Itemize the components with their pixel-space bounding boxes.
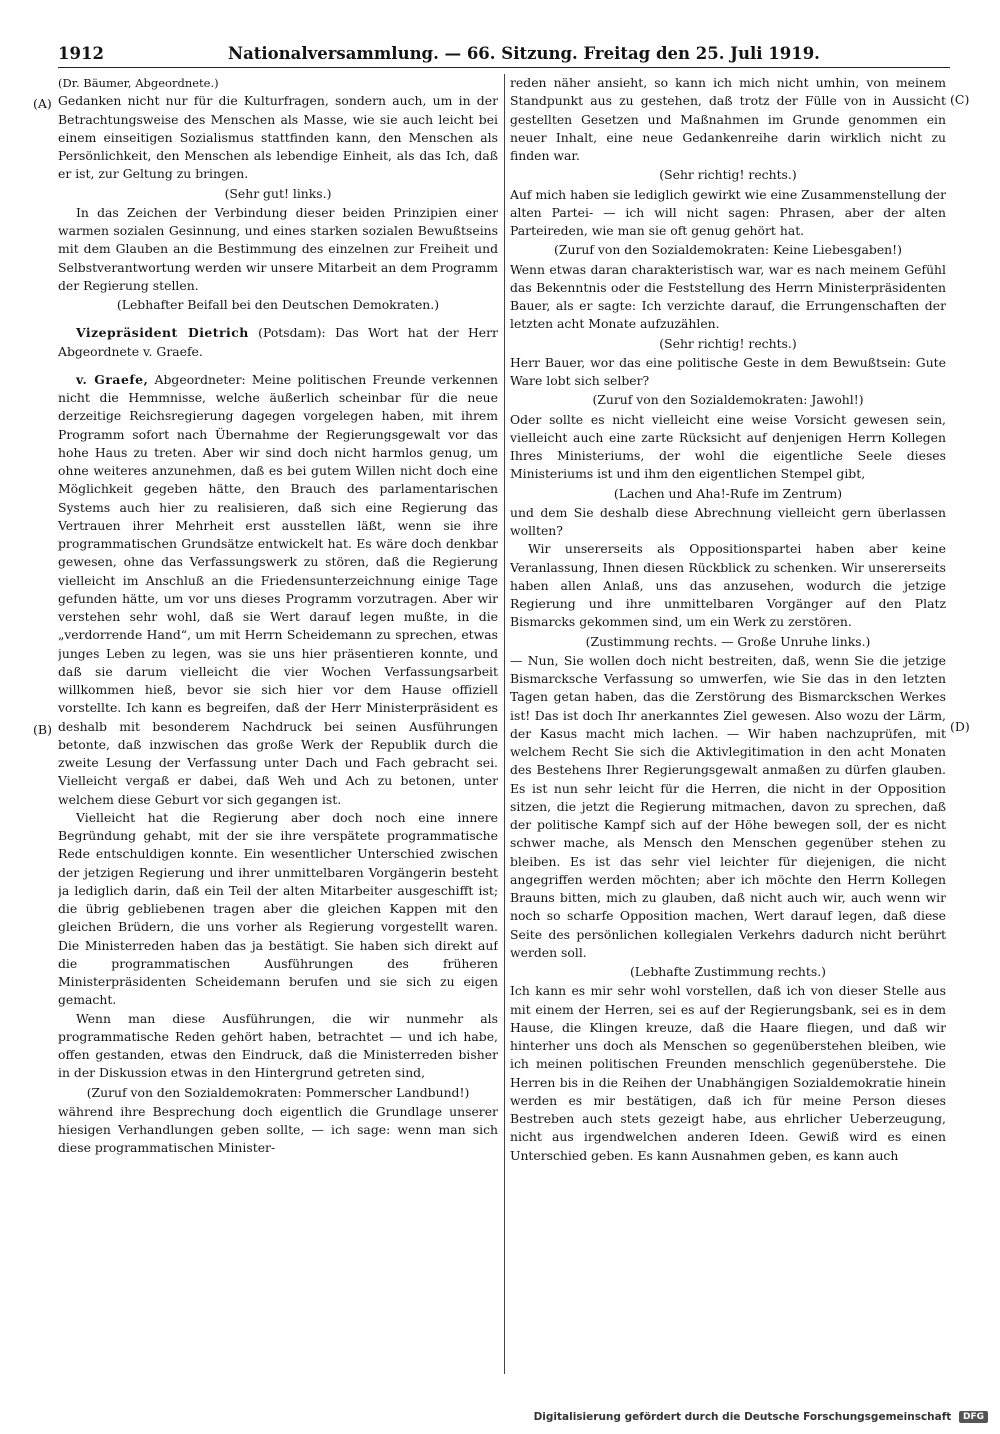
- interjection: (Zuruf von den Sozialdemokraten: Jawohl!): [592, 392, 864, 408]
- interjection: (Sehr gut! links.): [224, 185, 332, 201]
- margin-mark-a: (A): [33, 96, 52, 111]
- dfg-logo: DFG: [959, 1411, 988, 1423]
- running-speaker-head: (Dr. Bäumer, Abgeordnete.): [58, 76, 219, 90]
- paragraph: reden näher ansieht, so kann ich mich nicht umhin, von meinem Standpunkt aus zu gestehen, daß trotz der Fülle von in Aussicht gestellten Gesetzen und Maßnahmen im Grunde genommen ein neuer Inhalt, eine neue Gedankenreihe darin wirklich nicht zu finden war.: [510, 75, 946, 163]
- footer-text: Digitalisierung gefördert durch die Deutsche Forschungsgemeinschaft: [533, 1411, 952, 1423]
- speaker-name: v. Graefe,: [76, 371, 149, 387]
- paragraph: Oder sollte es nicht vielleicht eine weise Vorsicht gewesen sein, vielleicht auch eine zarte Rücksicht auf denjenigen Herrn Kollegen Ihres Ministeriums, der wohl die eigentliche Seele dieses Ministeriums ist und ihm den eigentlichen Stempel gibt,: [510, 411, 946, 482]
- speaker-text: Abgeordneter: Meine politischen Freunde verkennen nicht die Hemmnisse, welche äußerlich scheinbar für die neue derzeitige Reichsregierung dagegen vorgelegen haben, mit ihrem Programm sofort nach Übernahme der Regierungsgewalt vor das hohe Haus zu treten. Aber wir sind doch nicht harmlos genug, um ohne weiteres anzunehmen, daß es bei gutem Willen nicht doch eine Möglichkeit gegeben hätte, den Brauch des parlamentarischen Systems auch hier zu realisieren, daß sich eine Regierung das Vertrauen ihrer Mehrheit erst ausstellen läßt, wenn sie ihre programmatischen Grundsätze entwickelt hat. Es wäre doch denkbar gewesen, ohne das Verfassungswerk zu stören, daß die Regierung vielleicht im Anschluß an die Friedensunterzeichnung einige Tage gefunden hätte, um vor uns dieses Programm vorzutragen. Aber wir verstehen sehr wohl, daß sie Wert darauf legen mußte, in die „verdorrende Hand“, um mit Herrn Scheidemann zu sprechen, etwas junges Leben zu legen, was sie uns hier präsentieren konnte, und daß sie darum vielleicht die vier Wochen Verfassungsarbeit willkommen hieß, bevor sie sich hier vor dem Hause offiziell vorstellte. Ich kann es begreifen, daß der Herr Ministerpräsident es deshalb mit besonderem Nachdruck bei seinen Ausführungen betonte, daß inzwischen das große Werk der Republik durch die zweite Lesung der Verfassung unter Dach und Fach gebracht sei. Vielleicht vergaß er dabei, daß Weh und Ach zu betonen, unter welchem diese Geburt vor sich gegangen ist.: [58, 371, 498, 807]
- speaker-name: Vizepräsident Dietrich: [76, 325, 249, 341]
- right-column: [510, 74, 946, 1379]
- margin-mark-b: (B): [33, 722, 52, 737]
- left-column: [58, 74, 498, 1379]
- header-title: Nationalversammlung. — 66. Sitzung. Freitag den 25. Juli 1919.: [228, 44, 820, 63]
- paragraph: Vielleicht hat die Regierung aber doch noch eine innere Begründung gehabt, mit der sie ihre verspätete programmatische Rede entschuldigen konnte. Ein wesentlicher Unterschied zwischen der jetzigen Regierung und ihrer unmittelbaren Vorgängerin besteht ja lediglich darin, daß ein Teil der alten Mitarbeiter ausgeschifft ist; die übrig gebliebenen tragen aber die gleichen Kappen mit den gleichen Brüdern, die uns vorher als Regierung vorgestellt waren. Die Ministerreden haben das ja bestätigt. Sie haben sich direkt auf die programmatischen Ausführungen des früheren Ministerpräsidenten Scheidemann berufen und sie sich zu eigen gemacht.: [58, 809, 498, 1008]
- interjection: (Lebhafte Zustimmung rechts.): [629, 964, 827, 979]
- speaker-text: (Potsdam): Das Wort hat der Herr Abgeordnete v. Graefe.: [58, 325, 498, 359]
- interjection: (Lachen und Aha!-Rufe im Zentrum): [613, 485, 843, 501]
- margin-mark-c: (C): [950, 92, 970, 107]
- interjection: (Zuruf von den Sozialdemokraten: Pommerscher Landbund!): [86, 1084, 470, 1100]
- paragraph: Wenn etwas daran charakteristisch war, war es nach meinem Gefühl das Bekenntnis oder die Feststellung des Herrn Ministerpräsidenten Bauer, als er sagte: Ich verzichte darauf, die Errungenschaften der letzten acht Monate aufzuzählen.: [510, 261, 946, 332]
- column-divider: [504, 74, 505, 1374]
- interjection: (Zustimmung rechts. — Große Unruhe links.): [585, 633, 871, 649]
- interjection: (Sehr richtig! rechts.): [659, 335, 797, 351]
- interjection: (Lebhafter Beifall bei den Deutschen Demokraten.): [116, 297, 440, 312]
- paragraph: Ich kann es mir sehr wohl vorstellen, daß ich von dieser Stelle aus mit einem der Herren, sei es auf der Regierungsbank, sei es in dem Hause, die Klingen kreuze, daß die Haare fliegen, und daß wir hinterher uns doch als Menschen so gegenüberstehen bleiben, wie ich meinen politischen Freunden menschlich gegenüberstehe. Die Herren bis in die Reihen der Unabhängigen Sozialdemokratie hinein werden es mir bestätigen, daß ich für meine Person dieses Bestreben auch stets gezeigt habe, aus ehrlicher Ueberzeugung, nicht aus irgendwelchen anderen Ideen. Gewiß wird es einen Unterschied geben. Es kann Ausnahmen geben, es kann auch: [510, 983, 946, 1163]
- interjection: (Sehr richtig! rechts.): [659, 167, 797, 183]
- paragraph: Gedanken nicht nur für die Kulturfragen, sondern auch, um in der Betrachtungsweise des Menschen als Masse, wie sie auch leicht bei einem einseitigen Sozialismus stattfinden kann, den Menschen als Persönlichkeit, den Menschen als lebendige Einheit, als das Ich, daß er ist, zur Geltung zu bringen.: [58, 93, 498, 182]
- page-header: [58, 44, 950, 66]
- digitization-footer: [534, 1411, 988, 1423]
- paragraph: In das Zeichen der Verbindung dieser beiden Prinzipien einer warmen sozialen Gesinnung, und eines starken sozialen Bewußtseins mit dem Glauben an die Bestimmung des einzelnen zur Freiheit und Selbstverantwortung werden wir unsere Mitarbeit an dem Programm der Regierung stellen.: [58, 204, 498, 293]
- margin-mark-d: (D): [950, 719, 970, 734]
- paragraph: und dem Sie deshalb diese Abrechnung vielleicht gern überlassen wollten?: [510, 504, 946, 538]
- interjection: (Zuruf von den Sozialdemokraten: Keine Liebesgaben!): [554, 242, 902, 258]
- paragraph: — Nun, Sie wollen doch nicht bestreiten, daß, wenn Sie die jetzige Bismarcksche Verfassung so umwerfen, wie Sie das in den letzten Tagen getan haben, das die Zerstörung des Bismarckschen Werkes ist! Das ist doch Ihr anerkanntes Ziel gewesen. Also wozu der Lärm, der Kasus macht mich lachen. — Wir haben nachzuprüfen, mit welchem Recht Sie sich die Aktivlegitimation in den acht Monaten des Bestehens Ihrer Regierungsgewalt anmaßen zu dürfen glauben. Es ist nun sehr leicht für die Herren, die nicht in der Opposition sitzen, die jetzt die Regierung mitmachen, davon zu sprechen, daß der politische Kampf sich auf der Höhe bewegen soll, der es nicht schwer mache, als Mensch den Menschen gegenüber stehen zu bleiben. Es ist das sehr viel leichter für diejenigen, die nicht angegriffen werden möchten; aber ich möchte den Herrn Kollegen Brauns bitten, mich zu glauben, daß nicht auch wir, auch wenn wir noch so scharfe Opposition machen, Wert darauf legen, daß diese Seite des persönlichen kollegialen Verkehrs dadurch nicht berührt werden soll.: [510, 652, 946, 960]
- paragraph: Auf mich haben sie lediglich gewirkt wie eine Zusammenstellung der alten Partei- — ich will nicht sagen: Phrasen, aber der alten Parteireden, wie man sie oft genug gehört hat.: [510, 186, 946, 238]
- paragraph: Herr Bauer, wor das eine politische Geste in dem Bewußtsein: Gute Ware lobt sich selber?: [510, 354, 946, 388]
- paragraph: Wir unsererseits als Oppositionspartei haben aber keine Veranlassung, Ihnen diesen Rückblick zu schenken. Wir unsererseits haben allen Anlaß, uns das anzusehen, wodurch die jetzige Regierung und ihre unmittelbaren Vorgänger auf den Platz Bismarcks gekommen sind, um ein Werk zu zerstören.: [510, 541, 946, 630]
- paragraph: Wenn man diese Ausführungen, die wir nunmehr als programmatische Reden gehört haben, betrachtet — und ich habe, offen gestanden, etwas den Eindruck, daß die Ministerreden bisher in der Diskussion etwas in den Hintergrund getreten sind,: [58, 1010, 498, 1081]
- header-rule: [58, 67, 950, 68]
- paragraph: während ihre Besprechung doch eigentlich die Grundlage unserer hiesigen Verhandlungen geben sollte, — ich sage: wenn man sich diese programmatischen Minister-: [58, 1103, 498, 1156]
- speaker-paragraph: [58, 324, 498, 361]
- speaker-paragraph: [58, 371, 498, 809]
- page-number: 1912: [58, 44, 104, 63]
